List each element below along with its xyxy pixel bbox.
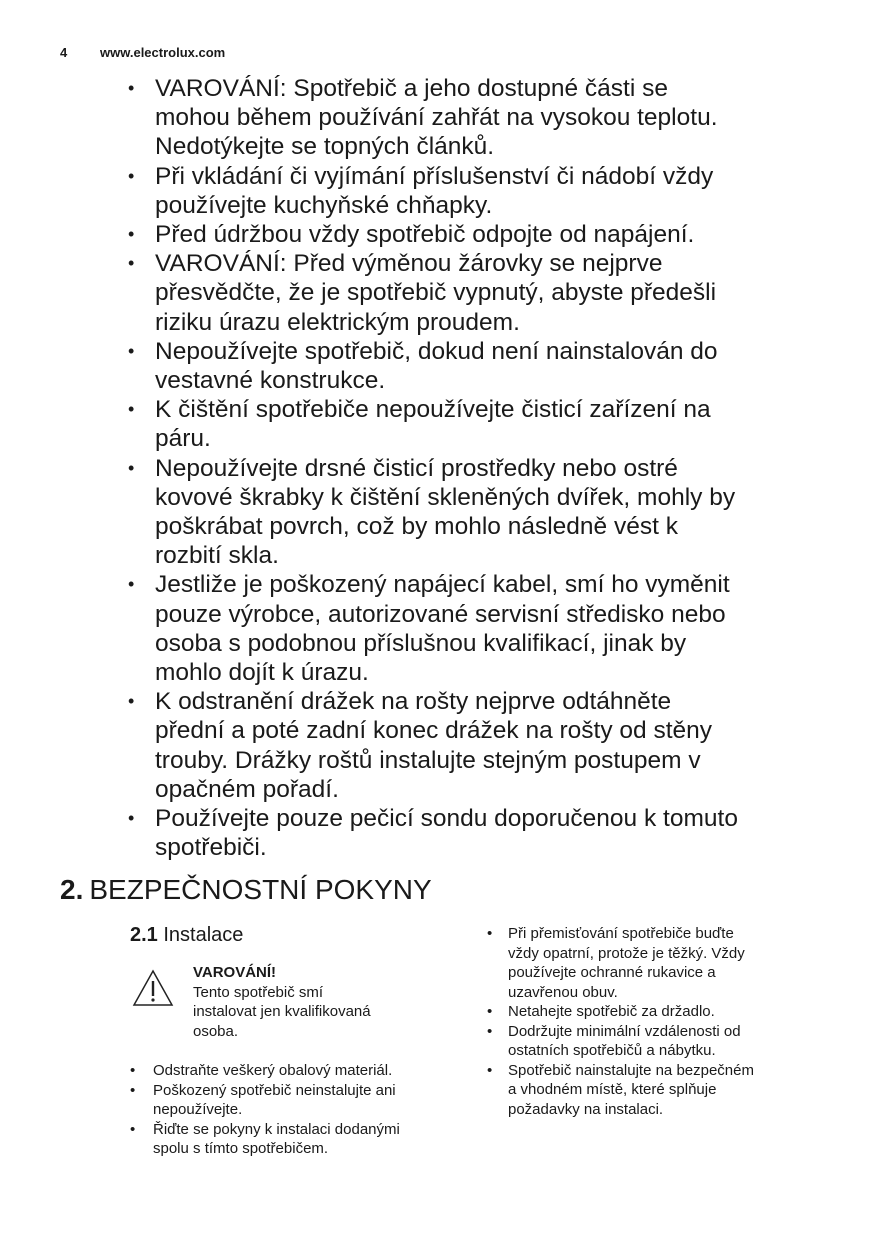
list-item-line: mohlo dojít k úrazu.	[155, 659, 369, 687]
bullet-icon: •	[128, 574, 135, 595]
list-item-line: K odstranění drážek na rošty nejprve odtáhněte	[155, 688, 672, 716]
list-item	[487, 1002, 817, 1022]
warning-triangle-icon	[132, 969, 174, 1007]
subsection-title: Instalace	[163, 924, 244, 946]
list-item-line: Při přemisťování spotřebiče buďte	[508, 925, 734, 942]
list-item-line: rozbití skla.	[155, 542, 279, 570]
list-item	[0, 162, 874, 220]
list-item	[487, 924, 817, 1002]
bullet-icon: •	[128, 253, 135, 274]
list-item-line: poškrábat povrch, což by mohlo následně vést k	[155, 513, 678, 541]
bullet-icon: •	[128, 165, 135, 186]
list-item	[0, 454, 874, 571]
bullet-icon: •	[130, 1062, 136, 1079]
list-item-line: vestavné konstrukce.	[155, 367, 386, 395]
list-item-line: VAROVÁNÍ: Před výměnou žárovky se nejprve	[155, 250, 663, 278]
list-item	[0, 570, 874, 687]
list-item-line: Nepoužívejte spotřebič, dokud není nainstalován do	[155, 337, 718, 365]
list-item	[130, 1081, 460, 1120]
list-item-line: požadavky na instalaci.	[508, 1100, 664, 1118]
list-item-line: Spotřebič nainstalujte na bezpečném	[508, 1061, 754, 1079]
list-item-line: spotřebiči.	[155, 834, 267, 862]
list-item	[130, 1120, 460, 1159]
list-item	[0, 395, 874, 453]
bullet-icon: •	[128, 691, 135, 712]
list-item-line: kovové škrabky k čištění skleněných dvířek, mohly by	[155, 483, 736, 511]
installation-list-left	[130, 1061, 460, 1159]
list-item-line: Nepoužívejte drsné čisticí prostředky nebo ostré	[155, 454, 678, 482]
warning-text	[193, 983, 371, 1042]
list-item-line: Jestliže je poškozený napájecí kabel, smí ho vyměnit	[155, 571, 730, 599]
list-item-line: Při vkládání či vyjímání příslušenství či nádobí vždy	[155, 162, 714, 190]
list-item-line: osoba s podobnou příslušnou kvalifikací, jinak by	[155, 629, 687, 657]
list-item-line: mohou během používání zahřát na vysokou teplotu.	[155, 104, 718, 132]
list-item-line: používejte kuchyňské chňapky.	[155, 191, 493, 219]
bullet-icon: •	[128, 78, 135, 98]
warning-line: osoba.	[193, 1022, 239, 1040]
list-item-line: přední a poté zadní konec drážek na rošty od stěny	[155, 717, 713, 745]
bullet-icon: •	[128, 808, 135, 829]
list-item	[0, 249, 874, 337]
bullet-icon: •	[487, 925, 493, 942]
list-item	[487, 1061, 817, 1120]
subsection-heading	[130, 924, 460, 947]
section-heading	[60, 874, 432, 906]
list-item	[0, 337, 874, 395]
warning-line: instalovat jen kvalifikovaná	[193, 1003, 371, 1020]
list-item-line: opačném pořadí.	[155, 775, 339, 803]
list-item-line: spolu s tímto spotřebičem.	[153, 1140, 329, 1157]
list-item-line: Odstraňte veškerý obalový materiál.	[153, 1062, 393, 1079]
list-item	[0, 220, 874, 249]
list-item-line: používejte ochranné rukavice a	[508, 964, 716, 981]
section-number: 2.	[60, 874, 84, 905]
page-number: 4	[60, 45, 68, 60]
website-url: www.electrolux.com	[100, 45, 226, 60]
list-item-line: Používejte pouze pečicí sondu doporučenou k tomuto	[155, 805, 738, 833]
list-item-line: Dodržujte minimální vzdálenosti od	[508, 1022, 741, 1040]
list-item	[130, 1061, 460, 1081]
list-item-line: Řiďte se pokyny k instalaci dodanými	[153, 1120, 400, 1138]
bullet-icon: •	[130, 1120, 136, 1138]
list-item-line: Poškozený spotřebič neinstalujte ani	[153, 1081, 396, 1099]
safety-list	[0, 74, 874, 862]
warning-box	[130, 961, 460, 1043]
section-title: BEZPEČNOSTNÍ POKYNY	[89, 874, 432, 905]
list-item-line: uzavřenou obuv.	[508, 983, 618, 1001]
bullet-icon: •	[128, 340, 135, 361]
list-item-line: a vhodném místě, které splňuje	[508, 1081, 717, 1098]
list-item-line: vždy opatrní, protože je těžký. Vždy	[508, 944, 745, 962]
bullet-icon: •	[487, 1003, 493, 1020]
list-item-line: páru.	[155, 425, 211, 453]
list-item-line: přesvědčte, že je spotřebič vypnutý, abyste předešli	[155, 279, 717, 307]
list-item-line: pouze výrobce, autorizované servisní středisko nebo	[155, 600, 726, 628]
list-item	[0, 74, 874, 162]
list-item-line: Před údržbou vždy spotřebič odpojte od napájení.	[155, 221, 695, 249]
subsection-number: 2.1	[130, 924, 158, 946]
bullet-icon: •	[128, 457, 135, 478]
list-item-line: nepoužívejte.	[153, 1101, 243, 1118]
left-column	[130, 924, 460, 1159]
list-item-line: riziku úrazu elektrickým proudem.	[155, 308, 520, 336]
list-item	[0, 687, 874, 804]
warning-line: Tento spotřebič smí	[193, 983, 324, 1001]
bullet-icon: •	[487, 1061, 493, 1079]
bullet-icon: •	[130, 1081, 136, 1099]
bullet-icon: •	[487, 1022, 493, 1040]
installation-list-right	[487, 924, 817, 1119]
list-item-line: ostatních spotřebičů a nábytku.	[508, 1042, 716, 1059]
warning-title: VAROVÁNÍ!	[193, 964, 277, 981]
bullet-icon: •	[128, 399, 135, 420]
list-item	[487, 1022, 817, 1061]
bullet-icon: •	[128, 224, 135, 245]
list-item-line: Netahejte spotřebič za držadlo.	[508, 1003, 715, 1020]
list-item-line: K čištění spotřebiče nepoužívejte čisticí zařízení na	[155, 396, 711, 424]
list-item-line: VAROVÁNÍ: Spotřebič a jeho dostupné části se	[155, 75, 668, 102]
list-item	[0, 804, 874, 862]
page-header	[60, 45, 226, 60]
list-item-line: Nedotýkejte se topných článků.	[155, 133, 495, 161]
list-item-line: trouby. Drážky roštů instalujte stejným postupem v	[155, 746, 701, 774]
